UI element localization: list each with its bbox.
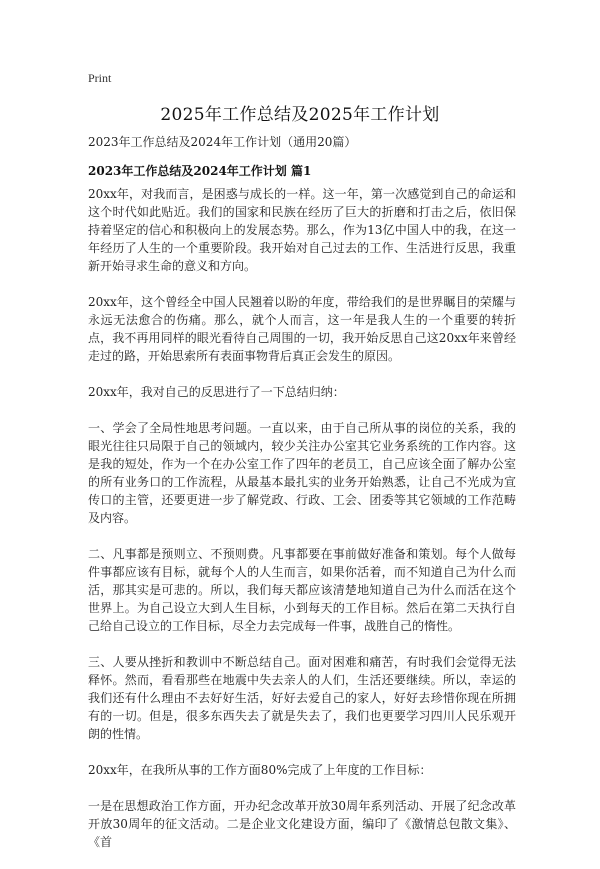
document-body (88, 185, 516, 869)
paragraph-6: 三、人要从挫折和教训中不断总结自己。面对困难和痛苦，有时我们会觉得无法释怀。然而，看看那些在地震中失去亲人的人们，生活还要继续。所以，幸运的我们还有什么理由不去好好生活，好好去爱自己的家人，好好去珍惜你现在所拥有的一切。但是，很多东西失去了就是失去了，我们也更要学习四川人民乐观开朗的性情。 (88, 655, 516, 741)
paragraph-7: 20xx年，在我所从事的工作方面80%完成了上年度的工作目标： (88, 763, 432, 777)
document-subtitle: 2023年工作总结及2024年工作计划（通用20篇） (88, 135, 357, 149)
paragraph-2: 20xx年，这个曾经全中国人民翘着以盼的年度，带给我们的是世界瞩目的荣耀与永远无法愈合的伤痛。那么，就个人而言，这一年是我人生的一个重要的转折点，我不再用同样的眼光看待自己周围的一切，我开始反思自己这20xx年来曾经走过的路，开始思索所有表面事物背后真正会发生的原因。 (88, 295, 516, 363)
paragraph-3: 20xx年，我对自己的反思进行了一下总结归纳： (88, 385, 345, 399)
print-label[interactable]: Print (88, 71, 112, 85)
paragraph-1: 20xx年，对我而言，是困惑与成长的一样。这一年，第一次感觉到自己的命运和这个时代如此贴近。我们的国家和民族在经历了巨大的折磨和打击之后，依旧保持着坚定的信心和积极向上的发展态势。那么，作为13亿中国人中的我，在这一年经历了人生的一个重要阶段。我开始对自己过去的工作、生活进行反思，我重新开始寻求生命的意义和方向。 (88, 187, 516, 273)
page-title: 2025年工作总结及2025年工作计划 (160, 105, 440, 125)
paragraph-8: 一是在思想政治工作方面，开办纪念改革开放30周年系列活动、开展了纪念改革开放30周年的征文活动。二是企业文化建设方面，编印了《激情总包散文集》、《首 (88, 799, 516, 849)
section-heading: 2023年工作总结及2024年工作计划 篇1 (88, 164, 312, 178)
paragraph-5: 二、凡事都是预则立、不预则费。凡事都要在事前做好准备和策划。每个人做每件事都应该有目标，就每个人的人生而言，如果你活着，而不知道自己为什么而活，那其实是可悲的。所以，我们每天都应该清楚地知道自己为什么而活在这个世界上。为自己设立大到人生目标，小到每天的工作目标。然后在第二天执行自己给自己设立的工作目标，尽全力去完成每一件事，战胜自己的惰性。 (88, 547, 516, 633)
paragraph-4: 一、学会了全局性地思考问题。一直以来，由于自己所从事的岗位的关系，我的眼光往往只局限于自己的领域内，较少关注办公室其它业务系统的工作内容。这是我的短处，作为一个在办公室工作了四年的老员工，自己应该全面了解办公室的所有业务口的工作流程，从最基本最扎实的业务开始熟悉，让自己不光成为宣传口的主管，还要更进一步了解党政、行政、工会、团委等其它领域的工作范畴及内容。 (88, 421, 516, 525)
